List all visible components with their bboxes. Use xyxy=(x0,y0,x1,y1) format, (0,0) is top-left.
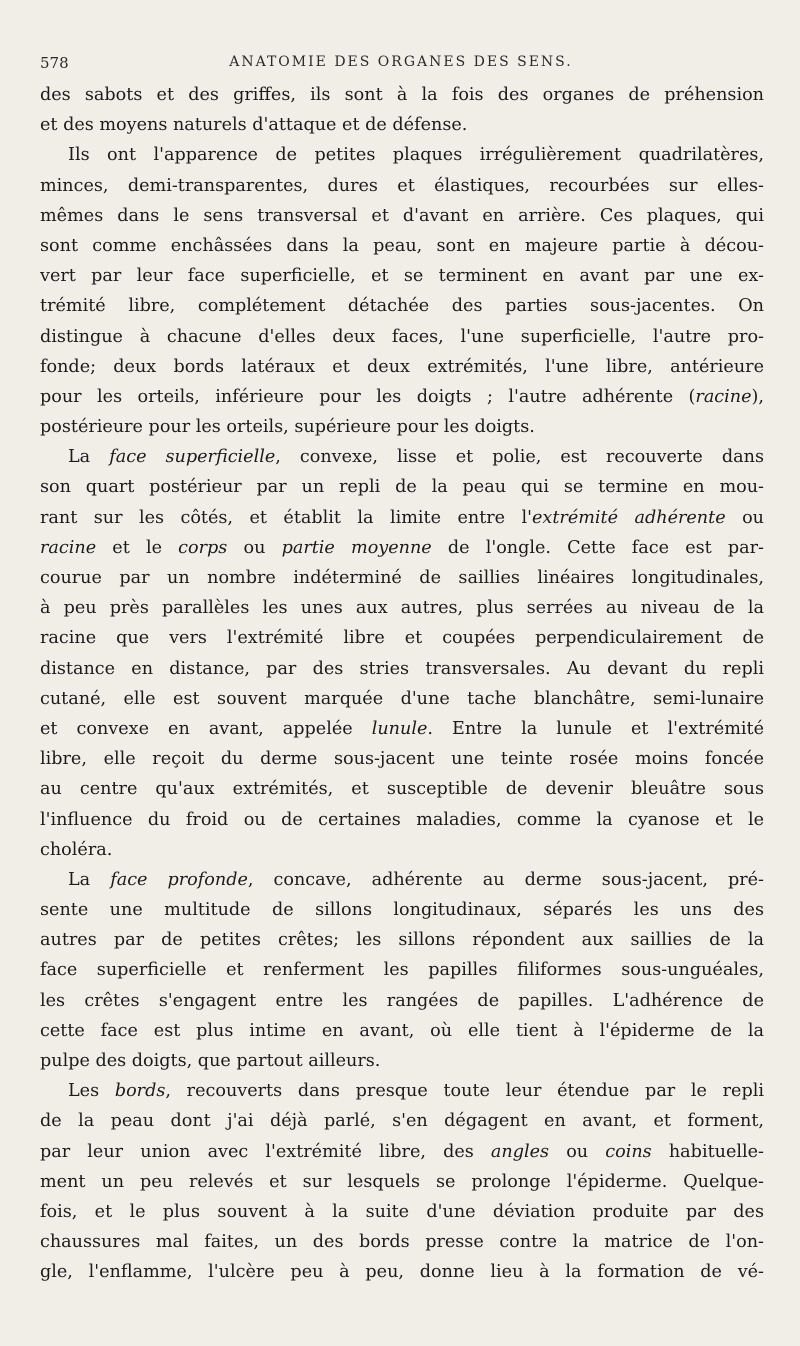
text-line xyxy=(40,80,764,110)
text-segment: distingue à chacune d'elles deux faces, l'une superficielle, l'autre pro- xyxy=(40,326,764,347)
text-segment: La xyxy=(68,447,110,468)
text-segment: vert par leur face superficielle, et se terminent en avant par une ex- xyxy=(40,266,764,287)
text-line xyxy=(40,1227,764,1257)
text-segment: distance en distance, par des stries transversales. Au devant du repli xyxy=(40,658,764,679)
text-segment: pulpe des doigts, que partout ailleurs. xyxy=(40,1051,381,1071)
italic-term: lunule xyxy=(371,718,428,739)
text-segment: autres par de petites crêtes; les sillons répondent aux saillies de la xyxy=(40,930,764,951)
text-line xyxy=(40,1046,764,1076)
text-line xyxy=(40,865,764,895)
text-segment: trémité libre, complétement détachée des parties sous-jacentes. On xyxy=(40,296,764,317)
text-line xyxy=(40,593,764,623)
italic-term: face profonde xyxy=(110,869,248,890)
text-line xyxy=(40,774,764,804)
text-line xyxy=(40,563,764,593)
text-line xyxy=(40,382,764,412)
text-segment: son quart postérieur par un repli de la peau qui se termine en mou- xyxy=(40,477,764,498)
italic-term: extrémité adhérente xyxy=(532,507,726,528)
text-line xyxy=(40,623,764,653)
text-line xyxy=(40,442,764,472)
text-segment: sente une multitude de sillons longitudinaux, séparés les uns des xyxy=(40,900,764,921)
text-line xyxy=(40,1016,764,1046)
text-line xyxy=(40,925,764,955)
text-line xyxy=(40,140,764,170)
text-segment: face superficielle et renferment les papilles filiformes sous-unguéales, xyxy=(40,960,764,981)
text-segment: racine que vers l'extrémité libre et coupées perpendiculairement de xyxy=(40,628,764,649)
text-line xyxy=(40,201,764,231)
text-segment: et convexe en avant, appelée xyxy=(40,718,372,739)
text-segment: minces, demi-transparentes, dures et élastiques, recourbées sur elles- xyxy=(40,175,764,196)
text-line xyxy=(40,1167,764,1197)
body-text xyxy=(40,80,764,1288)
page-number: 578 xyxy=(40,54,69,72)
text-segment: pour les orteils, inférieure pour les doigts ; l'autre adhérente ( xyxy=(40,386,696,407)
text-line xyxy=(40,955,764,985)
text-segment: , concave, adhérente au derme sous-jacent, pré- xyxy=(247,869,764,890)
italic-term: bords xyxy=(114,1081,166,1102)
italic-term: corps xyxy=(178,537,228,558)
text-segment: fonde; deux bords latéraux et deux extrémités, l'une libre, antérieure xyxy=(40,356,764,377)
text-line xyxy=(40,322,764,352)
text-segment: Ils ont l'apparence de petites plaques irrégulièrement quadrilatères, xyxy=(68,145,764,166)
text-segment: ou xyxy=(227,537,282,558)
text-line xyxy=(40,1076,764,1106)
text-line xyxy=(40,412,764,442)
text-segment: de la peau dont j'ai déjà parlé, s'en dégagent en avant, et forment, xyxy=(40,1111,764,1132)
text-line xyxy=(40,472,764,502)
text-line xyxy=(40,110,764,140)
text-line xyxy=(40,352,764,382)
italic-term: racine xyxy=(40,537,97,558)
text-segment: à peu près parallèles les unes aux autres, plus serrées au niveau de la xyxy=(40,598,764,619)
italic-term: coins xyxy=(605,1141,652,1162)
text-line xyxy=(40,1257,764,1287)
text-line xyxy=(40,533,764,563)
text-line xyxy=(40,1137,764,1167)
text-segment: et des moyens naturels d'attaque et de défense. xyxy=(40,115,468,136)
text-segment: ou xyxy=(549,1141,606,1162)
text-line xyxy=(40,895,764,925)
italic-term: partie moyenne xyxy=(281,537,432,558)
text-line xyxy=(40,231,764,261)
text-segment: ou xyxy=(725,507,764,528)
italic-term: face superficielle xyxy=(109,447,276,468)
text-line xyxy=(40,805,764,835)
text-segment: ), xyxy=(751,386,764,407)
text-line xyxy=(40,684,764,714)
running-title: ANATOMIE DES ORGANES DES SENS. xyxy=(229,54,573,70)
text-segment: libre, elle reçoit du derme sous-jacent une teinte rosée moins foncée xyxy=(40,749,764,770)
text-segment: chaussures mal faites, un des bords presse contre la matrice de l'on- xyxy=(40,1232,764,1253)
text-segment: La xyxy=(68,869,111,890)
text-segment: cutané, elle est souvent marquée d'une tache blanchâtre, semi-lunaire xyxy=(40,688,764,709)
text-segment: , convexe, lisse et polie, est recouverte dans xyxy=(275,447,764,468)
text-line xyxy=(40,986,764,1016)
text-line xyxy=(40,744,764,774)
italic-term: racine xyxy=(695,386,752,407)
text-segment: de l'ongle. Cette face est par- xyxy=(431,537,764,558)
text-line xyxy=(40,1197,764,1227)
text-line xyxy=(40,1106,764,1136)
italic-term: angles xyxy=(490,1141,550,1162)
text-segment: mêmes dans le sens transversal et d'avant en arrière. Ces plaques, qui xyxy=(40,205,764,226)
text-line xyxy=(40,261,764,291)
text-line xyxy=(40,835,764,865)
text-line xyxy=(40,654,764,684)
text-line xyxy=(40,714,764,744)
text-segment: sont comme enchâssées dans la peau, sont en majeure partie à décou- xyxy=(40,235,764,256)
text-segment: les crêtes s'engagent entre les rangées de papilles. L'adhérence de xyxy=(40,990,764,1011)
text-segment: des sabots et des griffes, ils sont à la fois des organes de préhension xyxy=(40,85,764,105)
text-segment: par leur union avec l'extrémité libre, des xyxy=(40,1141,491,1162)
text-segment: habituelle- xyxy=(651,1141,764,1162)
text-segment: , recouverts dans presque toute leur étendue par le repli xyxy=(165,1081,764,1102)
text-segment: postérieure pour les orteils, supérieure pour les doigts. xyxy=(40,417,535,438)
text-segment: au centre qu'aux extrémités, et susceptible de devenir bleuâtre sous xyxy=(40,779,764,800)
text-segment: . Entre la lunule et l'extrémité xyxy=(427,718,764,739)
text-segment: Les xyxy=(68,1081,115,1102)
text-segment: et le xyxy=(96,537,179,558)
text-segment: courue par un nombre indéterminé de saillies linéaires longitudinales, xyxy=(40,568,764,588)
text-segment: fois, et le plus souvent à la suite d'une déviation produite par des xyxy=(40,1201,764,1222)
text-segment: gle, l'enflamme, l'ulcère peu à peu, donne lieu à la formation de vé- xyxy=(40,1262,764,1283)
page-header xyxy=(40,54,762,76)
text-segment: rant sur les côtés, et établit la limite entre l' xyxy=(40,507,533,528)
text-segment: cette face est plus intime en avant, où elle tient à l'épiderme de la xyxy=(40,1020,764,1041)
text-line xyxy=(40,291,764,321)
text-segment: choléra. xyxy=(40,839,113,860)
text-segment: ment un peu relevés et sur lesquels se prolonge l'épiderme. Quelque- xyxy=(40,1171,764,1192)
text-line xyxy=(40,171,764,201)
text-line xyxy=(40,503,764,533)
text-segment: l'influence du froid ou de certaines maladies, comme la cyanose et le xyxy=(40,809,764,830)
